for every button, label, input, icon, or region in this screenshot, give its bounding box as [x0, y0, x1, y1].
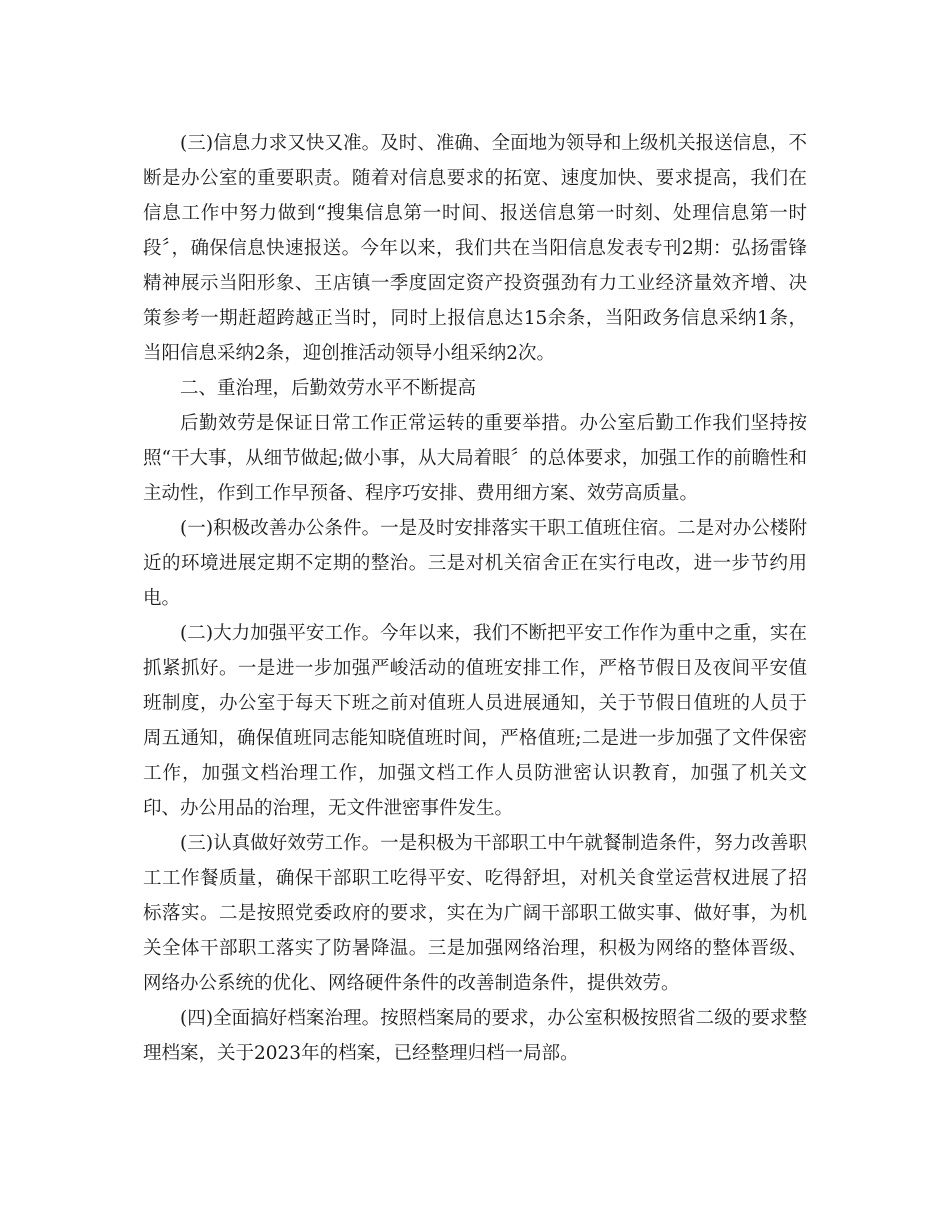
paragraph-office-conditions: (一)积极改善办公条件。一是及时安排落实干职工值班住宿。二是对办公楼附近的环境进展定期不定期的整治。三是对机关宿舍正在实行电改，进一步节约用电。: [143, 518, 807, 609]
document-body: [143, 126, 807, 1071]
paragraph-safety-work: (二)大力加强平安工作。今年以来，我们不断把平安工作作为重中之重，实在抓紧抓好。一是进一步加强严峻活动的值班安排工作，严格节假日及夜间平安值班制度，办公室于每天下班之前对值班人员进展通知，关于节假日值班的人员于周五通知，确保值班同志能知晓值班时间，严格值班;二是进一步加强了文件保密工作，加强文档治理工作，加强文档工作人员防泄密认识教育，加强了机关文印、办公用品的治理，无文件泄密事件发生。: [143, 623, 807, 819]
paragraph-archive-management: (四)全面搞好档案治理。按照档案局的要求，办公室积极按照省二级的要求整理档案，关于2023年的档案，已经整理归档一局部。: [143, 1008, 807, 1064]
paragraph-logistics-intro: 后勤效劳是保证日常工作正常运转的重要举措。办公室后勤工作我们坚持按照“干大事，从细节做起;做小事，从大局着眼〞的总体要求，加强工作的前瞻性和主动性，作到工作早预备、程序巧安排、费用细方案、效劳高质量。: [143, 413, 807, 504]
section-heading-logistics: 二、重治理，后勤效劳水平不断提高: [180, 378, 477, 399]
paragraph-service-work: (三)认真做好效劳工作。一是积极为干部职工中午就餐制造条件，努力改善职工工作餐质量，确保干部职工吃得平安、吃得舒坦，对机关食堂运营权进展了招标落实。二是按照党委政府的要求，实在为广阔干部职工做实事、做好事，为机关全体干部职工落实了防暑降温。三是加强网络治理，积极为网络的整体晋级、网络办公系统的优化、网络硬件条件的改善制造条件，提供效劳。: [143, 833, 807, 994]
paragraph-info-reporting: (三)信息力求又快又准。及时、准确、全面地为领导和上级机关报送信息，不断是办公室的重要职责。随着对信息要求的拓宽、速度加快、要求提高，我们在信息工作中努力做到“搜集信息第一时间、报送信息第一时刻、处理信息第一时段〞，确保信息快速报送。今年以来，我们共在当阳信息发表专刊2期：弘扬雷锋精神展示当阳形象、王店镇一季度固定资产投资强劲有力工业经济量效齐增、决策参考一期赶超跨越正当时，同时上报信息达15余条，当阳政务信息采纳1条，当阳信息采纳2条，迎创推活动领导小组采纳2次。: [143, 133, 807, 364]
